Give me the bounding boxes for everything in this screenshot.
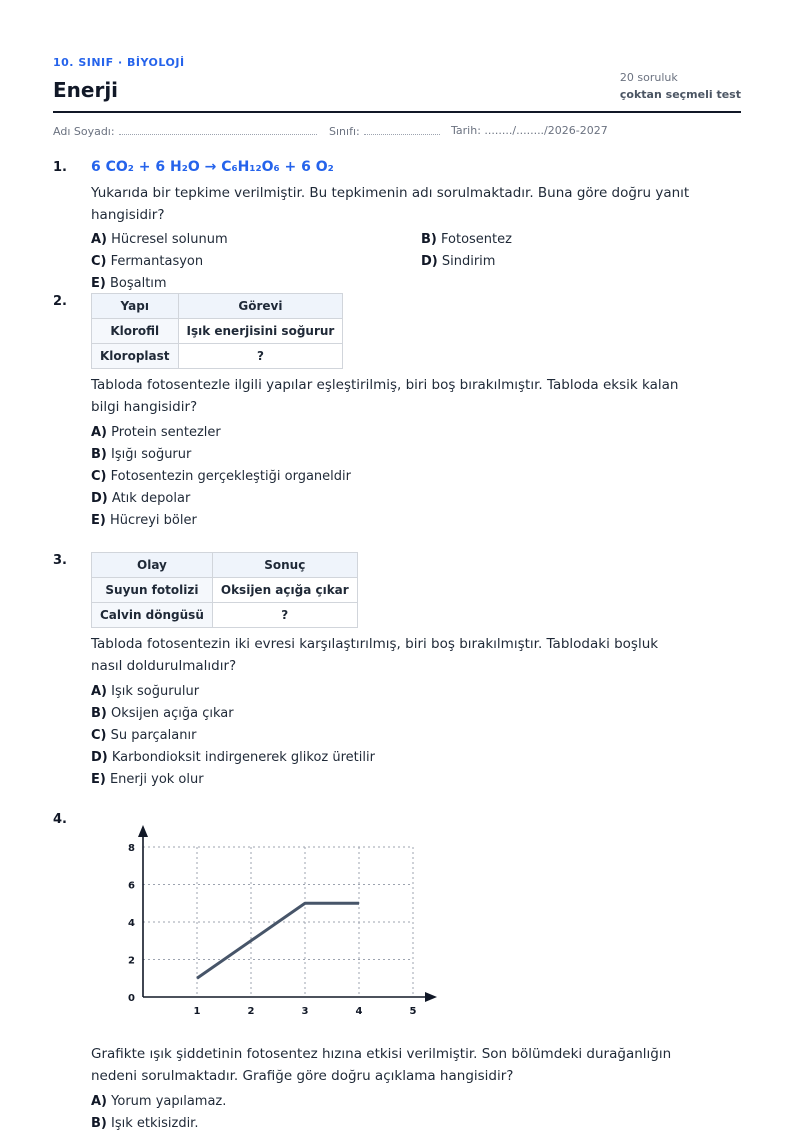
option-letter: E) (91, 513, 106, 528)
info-table (91, 552, 358, 628)
question-number: 1. (53, 160, 67, 175)
grade-subject-label: 10. SINIF · BİYOLOJİ (53, 56, 185, 69)
option-text: Işık soğurulur (111, 684, 200, 699)
options-list (91, 681, 741, 791)
date-value: ......../......../2026-2027 (484, 124, 608, 137)
option-letter: E) (91, 772, 106, 787)
option-d[interactable] (421, 251, 741, 273)
option-text: Hücresel solunum (111, 232, 228, 247)
table-header: Yapı (92, 294, 179, 319)
option-letter: A) (91, 1094, 108, 1109)
test-meta (620, 71, 741, 101)
option-d[interactable] (91, 747, 741, 769)
question-stem: Grafikte ışık şiddetinin fotosentez hızına etkisi verilmiştir. Son bölümdeki durağanlığın nedeni sorulmaktadır. Grafiğe göre doğru açıklama hangisidir? (91, 1046, 672, 1084)
question-stem: Tabloda fotosentezin iki evresi karşılaştırılmış, biri boş bırakılmıştır. Tablodaki boşluk nasıl doldurulmalıdır? (91, 636, 659, 674)
x-tick-label: 3 (301, 1006, 309, 1017)
page-title: Enerji (53, 78, 119, 102)
x-tick-label: 1 (193, 1006, 201, 1017)
option-letter: A) (91, 684, 108, 699)
question-number: 4. (53, 812, 67, 827)
option-text: Sindirim (441, 254, 496, 269)
y-tick-label: 4 (128, 918, 135, 929)
option-letter: B) (421, 232, 437, 247)
option-letter: C) (91, 254, 107, 269)
table-cell: Suyun fotolizi (92, 578, 213, 603)
option-letter: B) (91, 706, 107, 721)
y-tick-label: 6 (128, 880, 135, 892)
table-cell: Oksijen açığa çıkar (212, 578, 357, 603)
table-cell: Işık enerjisini soğurur (178, 319, 343, 344)
option-letter: A) (91, 232, 108, 247)
option-text: Karbondioksit indirgenerek glikoz üretilir (111, 750, 375, 765)
class-field[interactable] (329, 124, 440, 138)
option-b[interactable] (421, 229, 741, 251)
series-line (197, 903, 359, 978)
option-text: Yorum yapılamaz. (111, 1094, 227, 1109)
option-letter: D) (421, 254, 438, 269)
question-number: 2. (53, 294, 67, 309)
option-text: Oksijen açığa çıkar (111, 706, 234, 721)
date-field[interactable] (451, 124, 608, 137)
option-text: Işığı soğurur (111, 447, 192, 462)
light-photosynthesis-chart (91, 811, 451, 1021)
y-tick-label: 2 (128, 955, 135, 967)
option-letter: D) (91, 491, 108, 506)
table-cell: ? (212, 603, 357, 628)
y-tick-label: 0 (128, 993, 135, 1004)
option-letter: C) (91, 469, 107, 484)
question-stem: Yukarıda bir tepkime verilmiştir. Bu tepkimenin adı sorulmaktadır. Buna göre doğru yanıt hangisidir? (91, 185, 690, 223)
option-e[interactable] (91, 510, 741, 532)
option-letter: D) (91, 750, 108, 765)
class-label: Sınıfı: (329, 125, 360, 138)
question-count: 20 soruluk (619, 71, 678, 84)
option-a[interactable] (91, 1091, 741, 1113)
test-type: çoktan seçmeli test (619, 88, 741, 101)
table-cell: Kloroplast (92, 344, 179, 369)
option-a[interactable] (91, 422, 741, 444)
option-text: Işık etkisizdir. (111, 1116, 199, 1131)
header-divider (53, 111, 741, 113)
table-cell: Calvin döngüsü (92, 603, 213, 628)
option-d[interactable] (91, 488, 741, 510)
table-cell: ? (178, 344, 343, 369)
x-tick-label: 5 (409, 1006, 417, 1017)
table-header: Sonuç (212, 553, 357, 578)
x-tick-label: 2 (247, 1006, 255, 1017)
options-list (91, 1091, 741, 1135)
class-blank[interactable] (364, 124, 440, 135)
option-letter: E) (91, 276, 106, 291)
option-letter: B) (91, 447, 107, 462)
x-tick-label: 4 (355, 1006, 363, 1017)
option-c[interactable] (91, 251, 421, 273)
option-a[interactable] (91, 229, 421, 251)
option-letter: A) (91, 425, 108, 440)
option-c[interactable] (91, 466, 741, 488)
options-list (91, 229, 741, 295)
option-letter: B) (91, 1116, 107, 1131)
info-table (91, 293, 343, 369)
date-label: Tarih: (451, 124, 481, 137)
option-text: Enerji yok olur (109, 772, 204, 787)
y-tick-label: 8 (128, 843, 135, 854)
option-text: Fermantasyon (110, 254, 204, 269)
option-text: Boşaltım (109, 276, 167, 291)
option-letter: C) (91, 728, 107, 743)
option-text: Hücreyi böler (109, 513, 197, 528)
option-text: Su parçalanır (110, 728, 197, 743)
table-header: Olay (92, 553, 213, 578)
option-c[interactable] (91, 725, 741, 747)
name-blank[interactable] (119, 124, 317, 135)
options-list (91, 422, 741, 532)
option-text: Fotosentez (441, 232, 512, 247)
question-number: 3. (53, 553, 67, 568)
table-cell: Klorofil (92, 319, 179, 344)
option-a[interactable] (91, 681, 741, 703)
name-label: Adı Soyadı: (53, 125, 115, 138)
question-stem: Tabloda fotosentezle ilgili yapılar eşleştirilmiş, biri boş bırakılmıştır. Tabloda eksik kalan bilgi hangisidir? (91, 377, 679, 415)
reaction-formula: 6 CO₂ + 6 H₂O → C₆H₁₂O₆ + 6 O₂ (91, 159, 334, 175)
table-header: Görevi (178, 294, 343, 319)
option-text: Protein sentezler (111, 425, 221, 440)
option-e[interactable] (91, 273, 421, 295)
option-e[interactable] (91, 769, 741, 791)
x-axis-arrow (425, 992, 437, 1002)
y-axis-arrow (138, 825, 148, 837)
option-text: Fotosentezin gerçekleştiği organeldir (110, 469, 351, 484)
option-b[interactable] (91, 703, 741, 725)
option-b[interactable] (91, 444, 741, 466)
option-b[interactable] (91, 1113, 741, 1135)
name-field[interactable] (53, 124, 317, 138)
option-text: Atık depolar (111, 491, 191, 506)
